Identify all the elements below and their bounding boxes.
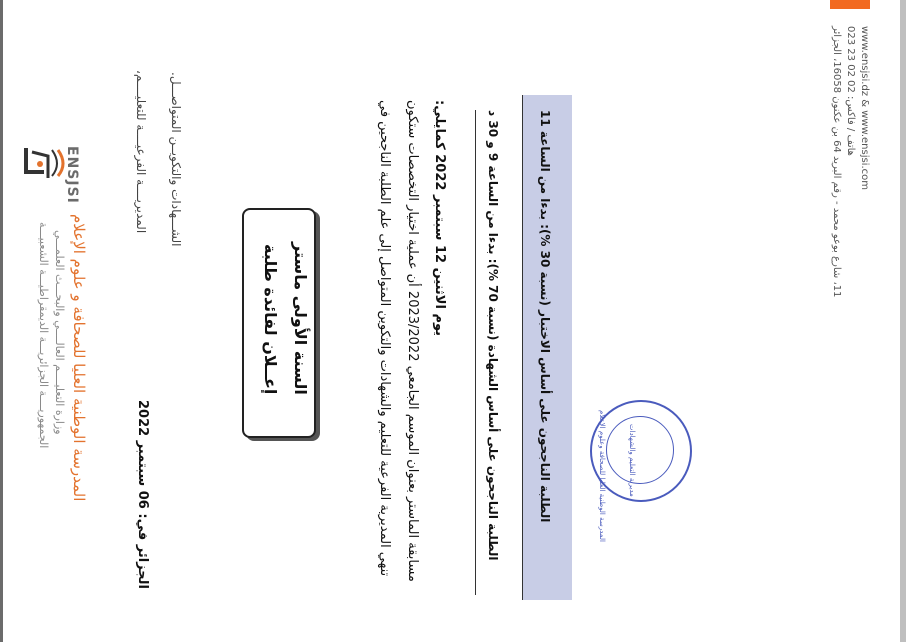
stamp-inner-text: مديرية التعليم والشهادات (628, 424, 636, 497)
ministry-name: وزارة التعليــــم العالــــي والبحـــث العلمـــي (53, 230, 66, 435)
official-stamp (590, 400, 692, 542)
document-date: الجزائر في: 06 سبتمبر 2022 (135, 400, 150, 589)
stamp-inner-ring (606, 416, 674, 484)
title-line2: السنة الأولى ماستر (291, 242, 310, 395)
stamp-outer-text: المدرسة الوطنية العليا للصحافة وعلوم الإعلام (598, 410, 606, 542)
announcement-title-box (242, 208, 316, 438)
title-line1: إعــلان لفائدة طلبة (261, 244, 280, 395)
band-border (522, 95, 523, 600)
school-name: المدرسة الوطنية العليا للصحافة و علوم الإعلام (70, 214, 88, 502)
directorate-line2: الشـــهادات والتكويــن المتواصـــل. (169, 72, 183, 247)
corner-accent (830, 0, 870, 9)
body-line2: مسابقة الماستر بعنوان الموسم الجامعي 2023/2022 أن عملية اختيار التخصصات ستكون (405, 100, 420, 582)
body-line4: الطلبة الناجحون على أساس الشهادة (نسبة 70 %): بدءا من الساعة 9 و 30 د (486, 110, 500, 561)
body-line3: يوم الاثنين 12 سبتمبر 2022 كمايلي: (432, 100, 447, 337)
divider-line (475, 110, 476, 595)
page-right-edge (900, 0, 906, 642)
logo-wordmark: ENSJSI (64, 146, 80, 204)
school-logo (18, 142, 82, 222)
body-line5: الطلبة الناجحون على أساس الاختبار (نسبة 30 %): بدءا من الساعة 11 (538, 110, 552, 523)
body-line1: تنهي المديرية الفرعية للتعليم والشهادات والتكوين المتواصل إلى علم الطلبة الناجحين في (377, 100, 392, 577)
page-left-edge (0, 0, 3, 642)
republic-name: الجمهوريــــة الجزائريـــة الديمقراطيـــة الشعبيـــة (37, 222, 50, 449)
directorate-line1: المديريــــة الفرعيــــة للتعليــــم، (134, 70, 148, 234)
footer-address: 11، شارع بوعو محمد - رقم البريد 64 بن عكنون 16058، الجزائر (831, 26, 842, 298)
footer-web: www.ensjsi.dz & www.ensjsi.com (859, 26, 870, 190)
footer-phone: هاتف / فاكس: 02 02 23 023 (845, 26, 856, 156)
